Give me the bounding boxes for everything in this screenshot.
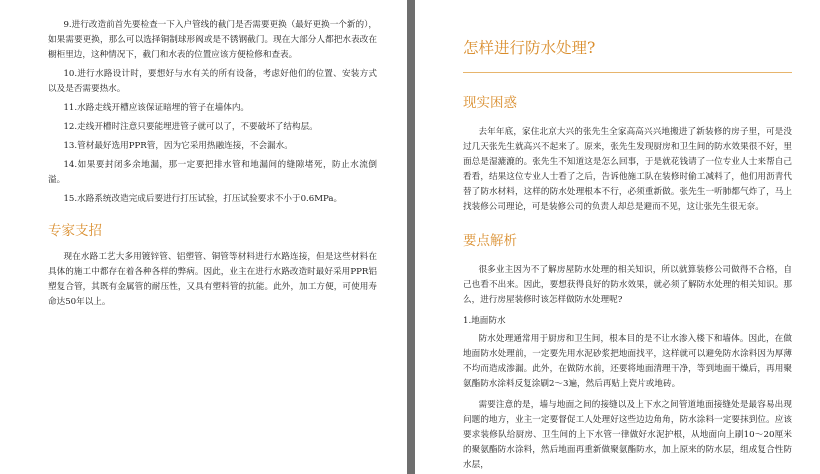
list-item: 10.进行水路设计时，要想好与水有关的所有设备，考虑好他们的位置、安装方式以及是否需要热水。 (48, 69, 377, 94)
list-item: 12.走线开槽时注意只要能埋进管子就可以了，不要破坏了结构层。 (63, 122, 318, 132)
floor-waterproofing-text: 防水处理通常用于厨房和卫生间，根本目的是不让水渗入楼下和墙体。因此，在做地面防水处理前，一定要先用水泥砂浆把地面找平，这样就可以避免防水涂料因为厚薄不均而造成渗漏。此外，在做防水前，还要将地面清理干净，等到地面干燥后，再用聚氨酯防水涂料反复涂刷2～3遍，然后再贴上瓷片或地砖。 (463, 334, 792, 389)
right-page (415, 0, 820, 474)
page-gutter (407, 0, 415, 474)
reality-text: 去年年底，家住北京大兴的张先生全家高高兴兴地搬进了新装修的房子里，可是没过几天张先生就高兴不起来了。原来，张先生发现厨房和卫生间的防水效果很不好，里面总是湿漉漉的。张先生不知道这是怎么回事，于是就花钱请了一位专业人士来帮自己看看，结果这位专业人士看了之后，告诉他施工队在装修时偷工减料了，他们用沥青代替了防水材料，这样的防水处理根本不行，必须重新做。张先生一听肺都气炸了，马上找装修公司理论，可是装修公司的负责人却总是避而不见，这让张先生很无奈。 (463, 127, 792, 212)
list-item: 11.水路走线开槽应该保证暗埋的管子在墙体内。 (63, 103, 250, 113)
list-item: 14.如果要封闭多余地漏，那一定要把排水管和地漏间的缝隙堵死，防止水流倒溢。 (48, 160, 377, 185)
attention-text: 需要注意的是，墙与地面之间的接缝以及上下水之间管道地面接缝处是最容易出现问题的地方，业主一定要督促工人处理好这些边边角角，防水涂料一定要抹到位。应该要求装修队给厨房、卫生间的上下水管一律做好水泥护根，从地面向上刷10～20厘米的聚氨酯防水涂料，然后地面再重新做聚氨酯防水，加上原来的防水层，组成复合性防水层， (463, 400, 792, 470)
page-title: 怎样进行防水处理? (463, 39, 596, 57)
expert-tips-heading: 专家支招 (48, 223, 102, 239)
key-points-intro: 很多业主因为不了解房屋防水处理的相关知识，所以就算装修公司做得不合格，自己也看不出来。因此，要想获得良好的防水效果，就必须了解防水处理的相关知识。那么，进行房屋装修时该怎样做防水处理呢? (463, 265, 792, 305)
floor-waterproofing-heading: 1.地面防水 (463, 316, 506, 326)
reality-heading: 现实困惑 (463, 95, 517, 111)
list-item: 15.水路系统改造完成后要进行打压试验，打压试验要求不小于0.6MPa。 (63, 194, 343, 204)
title-divider (463, 72, 792, 73)
expert-tips-text: 现在水路工艺大多用镀锌管、铝塑管、铜管等材料进行水路连接，但是这些材料在具体的施工中都存在着各种各样的弊病。因此，业主在进行水路改造时最好采用PPR铝塑复合管，其既有金属管的耐压性，又具有塑料管的抗能。此外，加工方便，可使用寿命达50年以上。 (48, 252, 377, 307)
left-page (0, 0, 407, 474)
list-item: 13.管材最好选用PPR管，因为它采用热融连接，不会漏水。 (63, 141, 293, 151)
key-points-heading: 要点解析 (463, 233, 517, 249)
list-item: 9.进行改造前首先要检查一下入户管线的截门是否需要更换（最好更换一个新的），如果需要更换，那么可以选择铜制球形阀或是不锈钢截门。现在大部分人都把水表改在橱柜里边，这种情况下，截门和水表的位置应该方便检修和查表。 (48, 20, 377, 60)
